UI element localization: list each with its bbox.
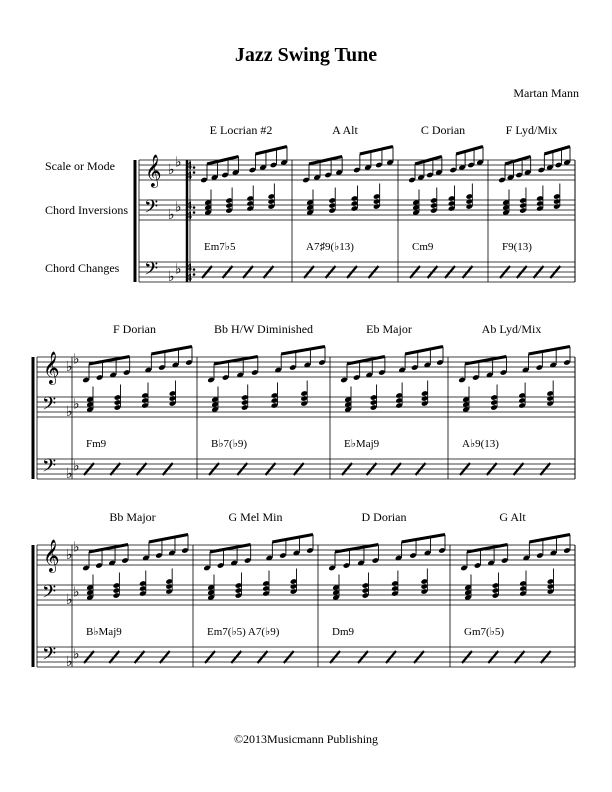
chord-symbol: A7♯9(♭13) <box>306 241 354 253</box>
time-signature: 4 <box>186 208 192 222</box>
music-system <box>33 510 575 670</box>
flat-icon: ♭ <box>175 199 182 216</box>
measure <box>82 510 189 663</box>
measure <box>460 510 571 663</box>
chord-symbol: Cm9 <box>412 241 434 253</box>
scale-name: F Dorian <box>113 322 156 336</box>
flat-icon: ♭ <box>66 654 73 670</box>
time-signature: 4 <box>186 198 192 212</box>
copyright-footer: ©2013Musicmann Publishing <box>233 732 379 746</box>
music-system <box>33 322 575 482</box>
scale-name: G Mel Min <box>228 510 283 524</box>
flat-icon: ♭ <box>73 458 80 475</box>
page-title: Jazz Swing Tune <box>234 44 378 66</box>
scale-name: E Locrian #2 <box>209 123 273 137</box>
chord-symbol: Gm7(♭5) <box>464 626 505 638</box>
treble-clef-icon: 𝄞 <box>145 154 162 187</box>
chord-symbol: Fm9 <box>86 438 107 450</box>
bass-clef-icon: 𝄢 <box>42 582 57 607</box>
time-signature: 4 <box>186 270 192 284</box>
bass-clef-icon: 𝄢 <box>42 644 57 669</box>
chord-symbol: A♭9(13) <box>462 438 499 450</box>
flat-icon: ♭ <box>73 396 80 413</box>
treble-clef-icon: 𝄞 <box>43 539 60 572</box>
composer-name: Martan Mann <box>513 86 579 100</box>
flat-icon: ♭ <box>175 261 182 278</box>
measure <box>498 123 571 278</box>
flat-icon: ♭ <box>66 466 73 482</box>
flat-icon: ♭ <box>168 269 175 285</box>
measure <box>328 510 446 663</box>
measure <box>82 322 193 475</box>
chord-symbol: B♭Maj9 <box>86 626 122 638</box>
chord-symbol: Em7(♭5) A7(♭9) <box>207 626 280 638</box>
scale-name: C Dorian <box>420 123 466 137</box>
scale-name: D Dorian <box>361 510 407 524</box>
flat-icon: ♭ <box>175 154 182 171</box>
flat-icon: ♭ <box>66 359 73 375</box>
scale-name: F Lyd/Mix <box>505 123 558 137</box>
measure <box>203 510 314 663</box>
flat-icon: ♭ <box>168 162 175 178</box>
bass-clef-icon: 𝄢 <box>144 197 159 222</box>
flat-icon: ♭ <box>73 646 80 663</box>
bass-clef-icon: 𝄢 <box>42 394 57 419</box>
flat-icon: ♭ <box>168 207 175 223</box>
flat-icon: ♭ <box>73 584 80 601</box>
bass-clef-icon: 𝄢 <box>42 456 57 481</box>
staff-label: Chord Changes <box>45 261 120 275</box>
measure <box>340 322 444 475</box>
chord-symbol: E♭Maj9 <box>344 438 380 450</box>
chord-symbol: B♭7(♭9) <box>211 438 248 450</box>
chord-symbol: Dm9 <box>332 626 354 638</box>
flat-icon: ♭ <box>66 404 73 420</box>
flat-icon: ♭ <box>73 539 80 556</box>
treble-clef-icon: 𝄞 <box>43 351 60 384</box>
measure <box>458 322 571 475</box>
scale-name: G Alt <box>499 510 526 524</box>
time-signature: 4 <box>186 168 192 182</box>
time-signature: 4 <box>186 260 192 274</box>
staff-label: Chord Inversions <box>45 203 128 217</box>
measure <box>207 322 326 475</box>
scale-name: Bb H/W Diminished <box>213 322 314 336</box>
chord-symbol: F9(13) <box>502 241 532 253</box>
flat-icon: ♭ <box>73 351 80 368</box>
measure <box>200 123 288 278</box>
flat-icon: ♭ <box>66 592 73 608</box>
measure <box>302 123 394 278</box>
music-system <box>45 123 575 285</box>
scale-name: Ab Lyd/Mix <box>481 322 542 336</box>
time-signature: 4 <box>186 158 192 172</box>
measure <box>408 123 484 278</box>
staff-label: Scale or Mode <box>45 159 115 173</box>
flat-icon: ♭ <box>66 547 73 563</box>
scale-name: A Alt <box>332 123 358 137</box>
bass-clef-icon: 𝄢 <box>144 259 159 284</box>
chord-symbol: Em7♭5 <box>204 241 236 253</box>
scale-name: Eb Major <box>366 322 412 336</box>
scale-name: Bb Major <box>109 510 156 524</box>
